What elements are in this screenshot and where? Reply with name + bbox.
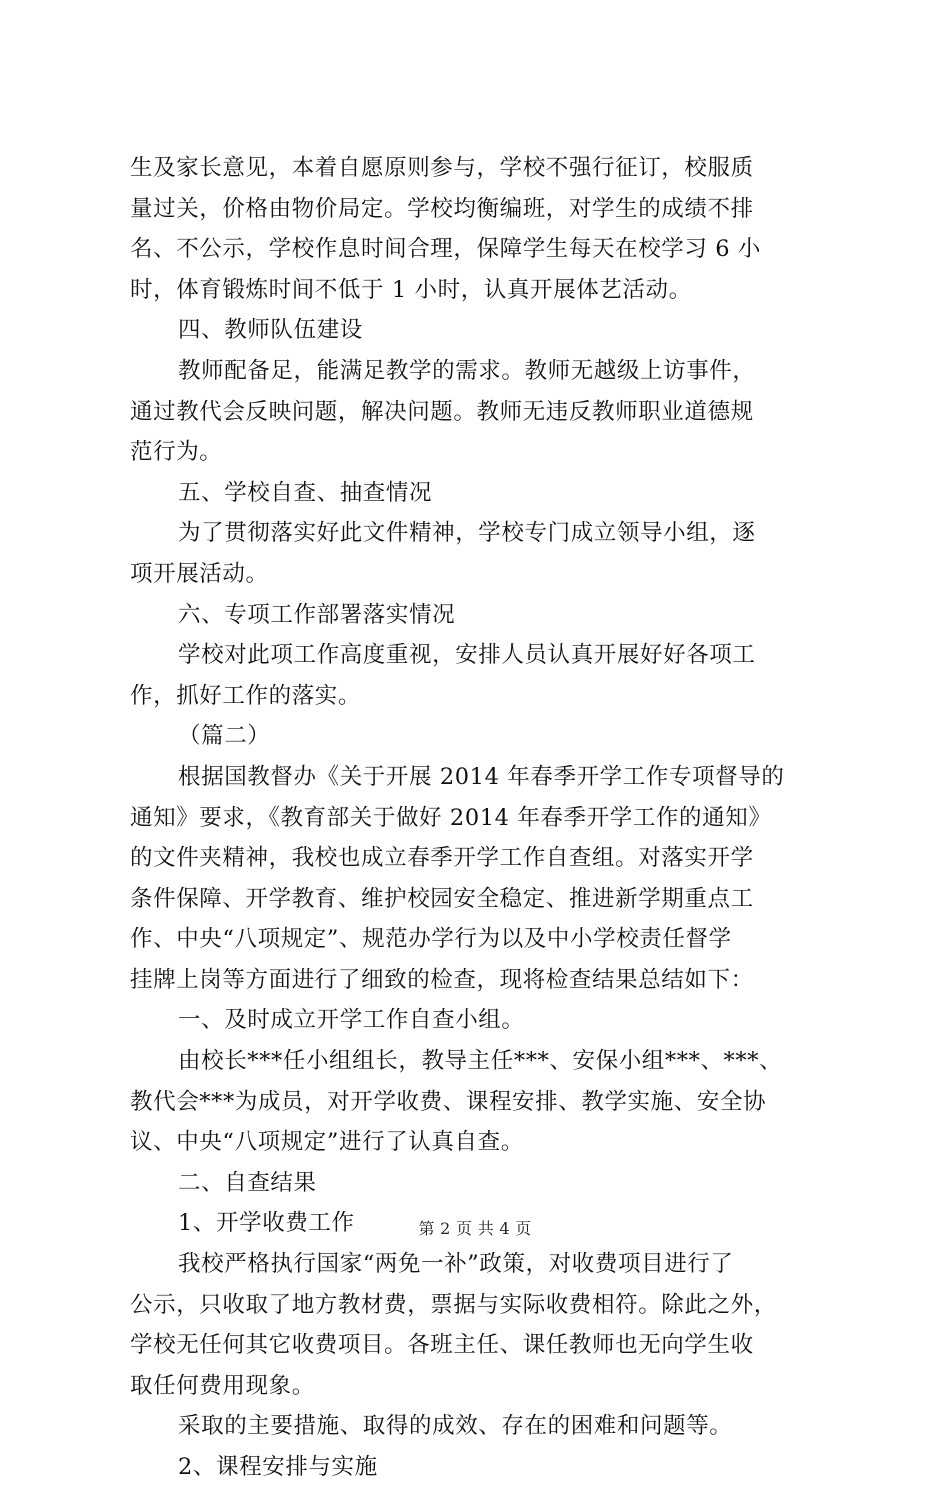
text-line: 六、专项工作部署落实情况	[178, 601, 456, 628]
text-line: 项开展活动。	[130, 560, 269, 587]
text-line: 生及家长意见，本着自愿原则参与，学校不强行征订，校服质	[130, 155, 754, 181]
text-line: 作，抓好工作的落实。	[130, 682, 362, 709]
text-line: 通过教代会反映问题，解决问题。教师无违反教师职业道德规	[130, 398, 754, 425]
text-line: 作、中央“八项规定”、规范办学行为以及中小学校责任督学	[130, 926, 732, 953]
text-line: 学校对此项工作高度重视，安排人员认真开展好好各项工	[178, 642, 756, 669]
text-line: 1、开学收费工作	[178, 1210, 355, 1237]
text-line: 范行为。	[130, 439, 223, 466]
text-line: 取任何费用现象。	[130, 1372, 315, 1399]
text-line: 名、不公示，学校作息时间合理，保障学生每天在校学习 6 小	[130, 236, 762, 263]
text-line: 教代会***为成员，对开学收费、课程安排、教学实施、安全协	[130, 1088, 767, 1115]
text-line: 2、课程安排与实施	[178, 1454, 378, 1480]
text-line: 由校长***任小组组长，教导主任***、安保小组***、***、	[178, 1048, 783, 1075]
text-line: 通知》要求，《教育部关于做好 2014 年春季开学工作的通知》	[130, 804, 772, 831]
text-line: 教师配备足，能满足教学的需求。教师无越级上访事件，	[178, 357, 756, 384]
text-line: 为了贯彻落实好此文件精神，学校专门成立领导小组，逐	[178, 520, 756, 547]
text-line: 学校无任何其它收费项目。各班主任、课任教师也无向学生收	[130, 1332, 754, 1359]
text-line: （篇二）	[178, 723, 271, 750]
text-line: 量过关，价格由物价局定。学校均衡编班，对学生的成绩不排	[130, 195, 754, 222]
text-line: 采取的主要措施、取得的成效、存在的困难和问题等。	[178, 1413, 733, 1440]
text-line: 五、学校自查、抽查情况	[178, 479, 433, 506]
text-line: 议、中央“八项规定”进行了认真自查。	[130, 1129, 524, 1156]
text-line: 的文件夹精神，我校也成立春季开学工作自查组。对落实开学	[130, 845, 754, 872]
text-line: 时，体育锻炼时间不低于 1 小时，认真开展体艺活动。	[130, 276, 692, 303]
page-footer: 第 2 页 共 4 页	[418, 1219, 532, 1238]
text-line: 我校严格执行国家“两免一补”政策，对收费项目进行了	[178, 1251, 734, 1278]
text-line: 公示，只收取了地方教材费，票据与实际收费相符。除此之外，	[130, 1291, 777, 1318]
text-line: 根据国教督办《关于开展 2014 年春季开学工作专项督导的	[178, 763, 785, 790]
text-line: 挂牌上岗等方面进行了细致的检查，现将检查结果总结如下：	[130, 966, 754, 993]
text-line: 条件保障、开学教育、维护校园安全稳定、推进新学期重点工	[130, 885, 754, 912]
text-line: 二、自查结果	[178, 1169, 317, 1196]
text-line: 四、教师队伍建设	[178, 317, 363, 344]
document-body	[130, 148, 830, 1488]
text-line: 一、及时成立开学工作自查小组。	[178, 1007, 525, 1034]
